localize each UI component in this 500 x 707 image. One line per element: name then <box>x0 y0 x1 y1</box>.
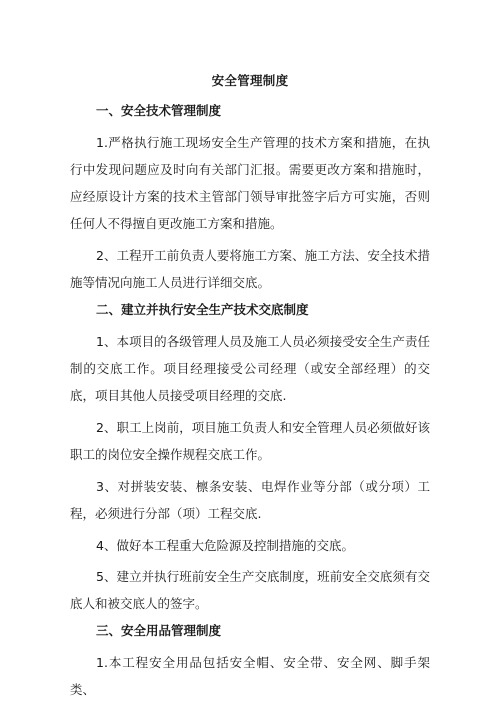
paragraph: 1、本项目的各级管理人员及施工人员必须接受安全生产责任制的交底工作。项目经理接受公司经理（或安全部经理）的交底，项目其他人员接受项目经理的交底. <box>70 334 430 403</box>
section-1 <box>70 102 430 296</box>
section-3 <box>70 622 430 703</box>
paragraph: 1.本工程安全用品包括安全帽、安全带、安全网、脚手架类、 <box>70 655 430 697</box>
paragraph: 3、对拼装安装、檩条安装、电焊作业等分部（或分项）工程，必须进行分部（项）工程交底. <box>70 479 430 521</box>
section-2 <box>70 301 430 617</box>
document-title: 安全管理制度 <box>211 73 289 88</box>
paragraph: 2、工程开工前负责人要将施工方案、施工方法、安全技术措施等情况向施工人员进行详细交底。 <box>70 248 430 290</box>
paragraph: 4、做好本工程重大危险源及控制措施的交底。 <box>96 538 354 553</box>
section-heading: 三、安全用品管理制度 <box>96 623 222 638</box>
section-heading: 一、安全技术管理制度 <box>96 103 222 118</box>
paragraph: 2、职工上岗前，项目施工负责人和安全管理人员必须做好该职工的岗位安全操作规程交底工作。 <box>70 420 430 462</box>
paragraph: 1.严格执行施工现场安全生产管理的技术方案和措施，在执行中发现问题应及时向有关部门汇报。需要更改方案和措施时，应经原设计方案的技术主管部门领导审批签字后方可实施，否则任何人不得擅自更改施工方案和措施。 <box>70 135 430 231</box>
section-heading: 二、建立并执行安全生产技术交底制度 <box>96 302 309 317</box>
paragraph: 5、建立并执行班前安全生产交底制度，班前安全交底须有交底人和被交底人的签字。 <box>70 569 430 611</box>
